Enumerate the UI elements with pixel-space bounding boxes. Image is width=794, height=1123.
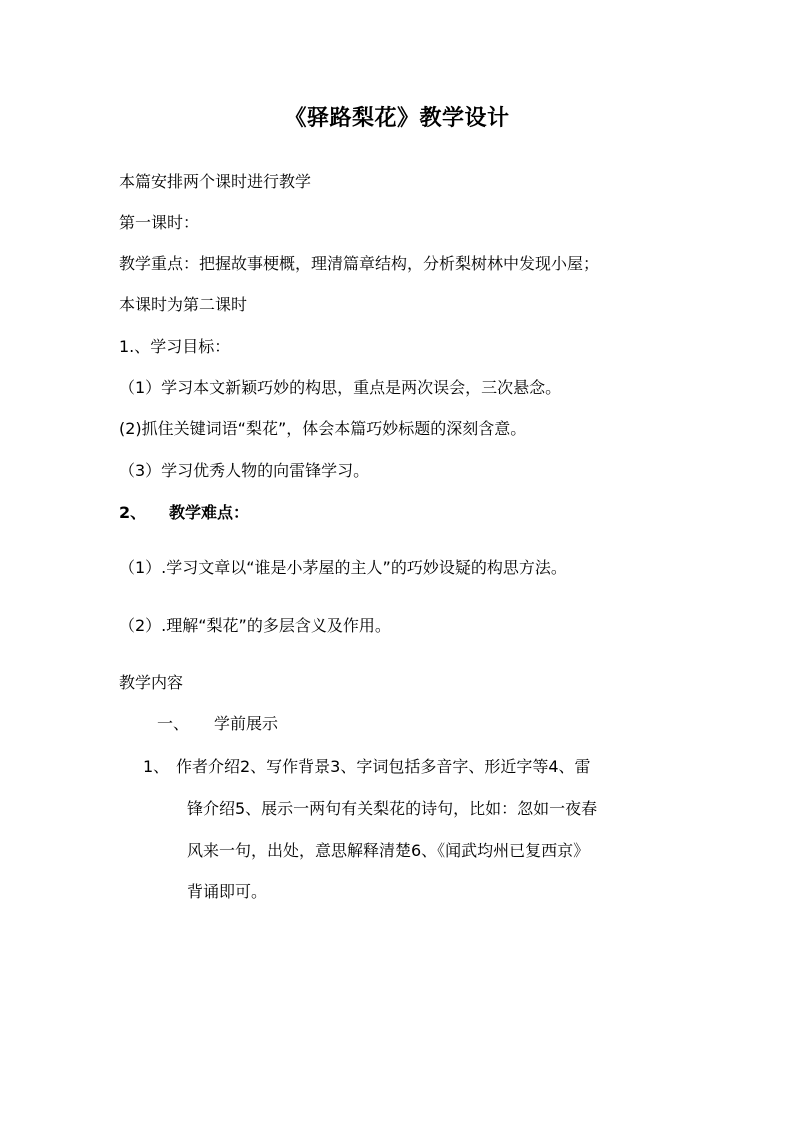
difficulty-item-1: （1）.学习文章以“谁是小茅屋的主人”的巧妙设疑的构思方法。	[119, 558, 567, 577]
difficulty-item-2: （2）.理解“梨花”的多层含义及作用。	[119, 616, 391, 635]
goals-heading: 1.、学习目标：	[119, 337, 231, 356]
item-one-line-1: 作者介绍2、写作背景3、字词包括多音字、形近字等4、雷	[176, 757, 591, 776]
difficulty-number: 2、	[119, 503, 147, 522]
intro-text: 本篇安排两个课时进行教学	[119, 172, 312, 191]
section-one-number: 一、	[157, 714, 190, 733]
goal-item-3: （3）学习优秀人物的向雷锋学习。	[119, 461, 370, 480]
goal-item-2: (2)抓住关键词语“梨花”，体会本篇巧妙标题的深刻含意。	[119, 419, 527, 438]
difficulty-heading: 教学难点：	[169, 503, 250, 522]
item-one-line-3: 风来一句，出处，意思解释清楚6、《闻武均州已复西京》	[187, 841, 590, 860]
goal-item-1: （1）学习本文新颖巧妙的构思，重点是两次误会，三次悬念。	[119, 378, 562, 397]
item-one-line-4: 背诵即可。	[187, 882, 268, 901]
section-one-label: 学前展示	[214, 714, 279, 733]
key-points-text: 教学重点：把握故事梗概，理清篇章结构，分析梨树林中发现小屋；	[119, 254, 600, 273]
lesson-one-heading: 第一课时：	[119, 213, 200, 232]
item-one-line-2: 锋介绍5、展示一两句有关梨花的诗句，比如：忽如一夜春	[187, 799, 598, 818]
document-title: 《驿路梨花》教学设计	[284, 106, 510, 131]
content-heading: 教学内容	[119, 673, 184, 692]
second-lesson-note: 本课时为第二课时	[119, 295, 248, 314]
item-one-number: 1、	[143, 757, 170, 776]
